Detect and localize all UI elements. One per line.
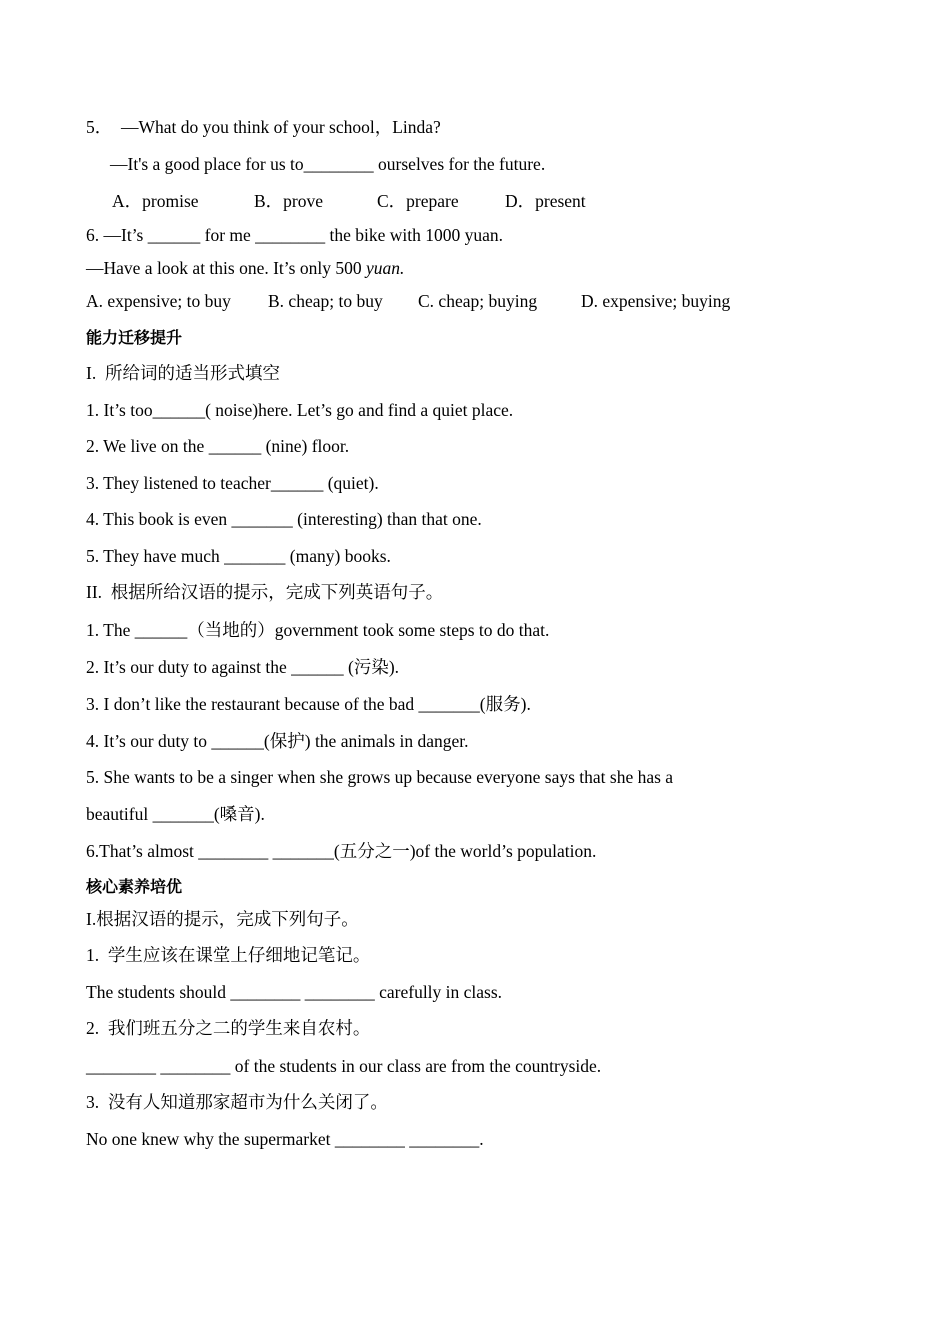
part2-heading: II. 根据所给汉语的提示，完成下列英语句子。 [86, 582, 444, 602]
q6-option-b: B. cheap; to buy [268, 291, 383, 311]
part2-item: 3. I don’t like the restaurant because of the bad _______(服务). [86, 694, 531, 714]
part1-item: 4. This book is even _______ (interesting) than that one. [86, 509, 482, 529]
q5-option-b: B．prove [254, 191, 324, 211]
q5-option-d: D．present [505, 191, 586, 211]
section-title-core: 核心素养培优 [86, 877, 183, 896]
section-c-item: The students should ________ ________ carefully in class. [86, 982, 503, 1002]
q6-option-a: A. expensive; to buy [86, 291, 231, 311]
q5-answer-line: —It's a good place for us to________ ourselves for the future. [110, 154, 546, 174]
section-c-heading: I.根据汉语的提示，完成下列句子。 [86, 909, 359, 929]
part1-item: 5. They have much _______ (many) books. [86, 546, 391, 566]
q6-question: 6. —It’s ______ for me ________ the bike with 1000 yuan. [86, 225, 504, 245]
section-c-item: 3. 没有人知道那家超市为什么关闭了。 [86, 1092, 388, 1112]
part1-heading: I. 所给词的适当形式填空 [86, 363, 280, 383]
section-c-item: 1. 学生应该在课堂上仔细地记笔记。 [86, 945, 371, 965]
q5-options [112, 190, 586, 212]
part1-item: 3. They listened to teacher______ (quiet). [86, 473, 379, 493]
section-c-item: No one knew why the supermarket ________ ________. [86, 1129, 484, 1149]
section-title-ability: 能力迁移提升 [86, 328, 183, 347]
q6-answer-text: —Have a look at this one. It’s only 500 [86, 258, 366, 278]
part1-item: 1. It’s too______( noise)here. Let’s go and find a quiet place. [86, 400, 514, 420]
part2-item: 6.That’s almost ________ _______(五分之一)of the world’s population. [86, 841, 597, 861]
q5-option-c: C．prepare [377, 191, 459, 211]
section-c-item: ________ ________ of the students in our class are from the countryside. [86, 1056, 602, 1076]
q6-answer [86, 257, 404, 279]
part2-item: beautiful _______(嗓音). [86, 804, 265, 824]
part2-item: 4. It’s our duty to ______(保护) the animals in danger. [86, 731, 469, 751]
part1-item: 2. We live on the ______ (nine) floor. [86, 436, 350, 456]
section-c-item: 2. 我们班五分之二的学生来自农村。 [86, 1018, 371, 1038]
part2-item: 5. She wants to be a singer when she grows up because everyone says that she has a [86, 767, 674, 787]
q5-option-a: A．promise [112, 191, 199, 211]
q6-option-c: C. cheap; buying [418, 291, 538, 311]
part2-item: 2. It’s our duty to against the ______ (污染). [86, 657, 400, 677]
q6-option-d: D. expensive; buying [581, 291, 731, 311]
q5-question: 5． —What do you think of your school，Linda? [86, 117, 441, 137]
q6-options [86, 290, 730, 312]
q6-answer-italic: yuan. [365, 258, 405, 278]
part2-item: 1. The ______（当地的）government took some steps to do that. [86, 620, 550, 640]
